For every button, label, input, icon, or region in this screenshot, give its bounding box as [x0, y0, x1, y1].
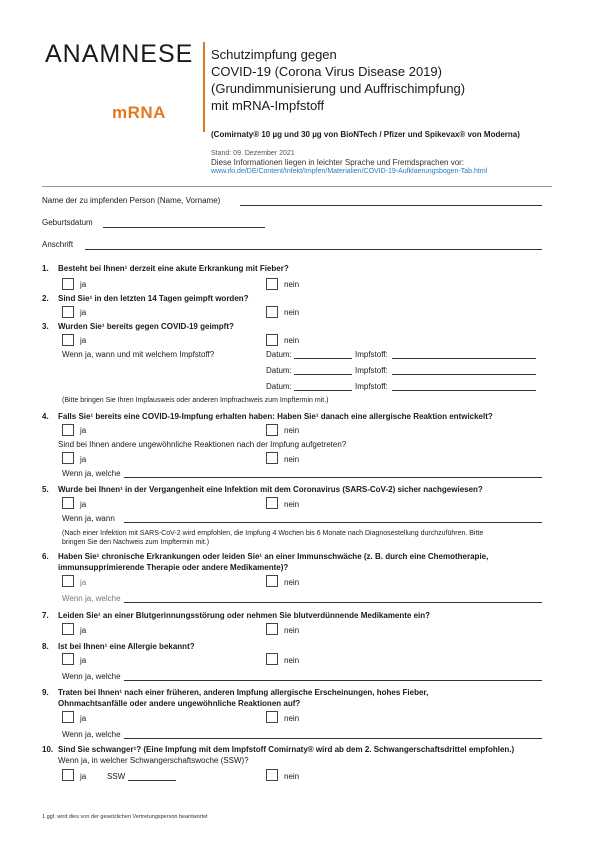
q7-no-checkbox[interactable] — [266, 623, 278, 635]
q2-text: Sind Sie¹ in den letzten 14 Tagen geimpft worden? — [58, 294, 249, 303]
q8-number: 8. — [42, 642, 49, 651]
q3-date-field-3[interactable] — [294, 390, 352, 391]
q4-yes-label: ja — [80, 426, 87, 435]
q5-no-checkbox[interactable] — [266, 497, 278, 509]
header-line-4: mit mRNA-Impfstoff — [211, 98, 325, 113]
q8-which-label: Wenn ja, welche — [62, 672, 121, 681]
q10-sub-text: Wenn ja, in welcher Schwangerschaftswoche (SSW)? — [58, 756, 249, 765]
q5-note-line-2: bringen Sie den Nachweis zum Impftermin mit.) — [62, 539, 210, 546]
header-info: Diese Informationen liegen in leichter Sprache und Fremdsprachen vor: — [211, 158, 465, 167]
birthdate-label: Geburtsdatum — [42, 218, 93, 227]
q3-date-label-2: Datum: — [266, 366, 292, 375]
q10-yes-checkbox[interactable] — [62, 769, 74, 781]
q7-yes-checkbox[interactable] — [62, 623, 74, 635]
q4-which-label: Wenn ja, welche — [62, 469, 121, 478]
q9-which-field[interactable] — [124, 738, 542, 739]
q6-text-line-2: immunsupprimierende Therapie oder andere Medikamente)? — [58, 563, 289, 572]
q8-which-field[interactable] — [124, 680, 542, 681]
q3-vaccine-field-3[interactable] — [392, 390, 536, 391]
q9-no-label: nein — [284, 714, 300, 723]
q3-vaccine-field-2[interactable] — [392, 374, 536, 375]
address-field[interactable] — [85, 249, 542, 250]
q8-yes-checkbox[interactable] — [62, 653, 74, 665]
q6-yes-checkbox[interactable] — [62, 575, 74, 587]
q4-no-label: nein — [284, 426, 300, 435]
q8-text: Ist bei Ihnen¹ eine Allergie bekannt? — [58, 642, 195, 651]
q6-no-checkbox[interactable] — [266, 575, 278, 587]
q4-sub-text: Sind bei Ihnen andere ungewöhnliche Reaktionen nach der Impfung aufgetreten? — [58, 440, 347, 449]
name-label: Name der zu impfenden Person (Name, Vorname) — [42, 196, 221, 205]
form-subtitle: mRNA — [112, 103, 166, 122]
header-vaccines: (Comirnaty® 10 µg und 30 µg von BioNTech / Pfizer und Spikevax® von Moderna) — [211, 130, 520, 139]
form-title: ANAMNESE — [45, 40, 194, 68]
q3-yes-checkbox[interactable] — [62, 334, 74, 346]
q5-yes-label: ja — [80, 500, 87, 509]
q4-no-checkbox[interactable] — [266, 424, 278, 436]
header-divider — [203, 42, 205, 132]
q1-yes-checkbox[interactable] — [62, 278, 74, 290]
q3-vaccine-label-2: Impfstoff: — [355, 366, 388, 375]
header-line-2: COVID-19 (Corona Virus Disease 2019) — [211, 64, 442, 79]
q10-text: Sind Sie schwanger¹? (Eine Impfung mit dem Impfstoff Comirnaty® wird ab dem 2. Schwangerschaftsdrittel empfohlen.) — [58, 745, 515, 754]
q6-yes-label: ja — [80, 578, 87, 587]
q4-sub-no-checkbox[interactable] — [266, 452, 278, 464]
q5-when-field[interactable] — [124, 522, 542, 523]
q4-sub-yes-label: ja — [80, 455, 87, 464]
q10-ssw-field[interactable] — [128, 780, 176, 781]
q3-no-checkbox[interactable] — [266, 334, 278, 346]
q6-text-line-1: Haben Sie¹ chronische Erkrankungen oder leiden Sie¹ an einer Immunschwäche (z. B. durch eine Chemotherapie, — [58, 552, 489, 561]
q9-yes-checkbox[interactable] — [62, 711, 74, 723]
q3-date-label-3: Datum: — [266, 382, 292, 391]
q4-number: 4. — [42, 412, 49, 421]
q3-when-label: Wenn ja, wann und mit welchem Impfstoff? — [62, 350, 215, 359]
q1-text: Besteht bei Ihnen¹ derzeit eine akute Erkrankung mit Fieber? — [58, 264, 289, 273]
q9-which-label: Wenn ja, welche — [62, 730, 121, 739]
q8-yes-label: ja — [80, 656, 87, 665]
header-line-3: (Grundimmunisierung und Auffrischimpfung) — [211, 81, 466, 96]
q3-note: (Bitte bringen Sie Ihren Impfausweis oder anderen Impfnachweis zum Impftermin mit.) — [62, 397, 329, 404]
q5-note-line-1: (Nach einer Infektion mit SARS-CoV-2 wird empfohlen, die Impfung 4 Wochen bis 6 Monate nach Diagnosestellung durchzuführen. Bitte — [62, 530, 484, 537]
q4-yes-checkbox[interactable] — [62, 424, 74, 436]
header-separator — [42, 186, 552, 187]
q3-date-field-2[interactable] — [294, 374, 352, 375]
q4-text: Falls Sie¹ bereits eine COVID-19-Impfung erhalten haben: Haben Sie¹ danach eine allergische Reaktion entwickelt? — [58, 412, 493, 421]
footnote: 1 ggf. wird dies von der gesetzlichen Vertretungsperson beantwortet — [42, 814, 208, 820]
q2-no-label: nein — [284, 308, 300, 317]
q9-no-checkbox[interactable] — [266, 711, 278, 723]
q6-no-label: nein — [284, 578, 300, 587]
q10-no-checkbox[interactable] — [266, 769, 278, 781]
q3-vaccine-label-3: Impfstoff: — [355, 382, 388, 391]
q5-no-label: nein — [284, 500, 300, 509]
name-field[interactable] — [240, 205, 542, 206]
birthdate-field[interactable] — [103, 227, 265, 228]
q10-number: 10. — [42, 745, 54, 754]
address-label: Anschrift — [42, 240, 74, 249]
q10-no-label: nein — [284, 772, 300, 781]
header-url-link[interactable]: www.rki.de/DE/Content/Infekt/Impfen/Materialien/COVID-19-Aufklaerungsbogen-Tab.html — [211, 168, 488, 175]
q9-text-line-2: Ohnmachtsanfälle oder andere ungewöhnliche Reaktionen auf? — [58, 699, 301, 708]
q7-yes-label: ja — [80, 626, 87, 635]
q8-no-label: nein — [284, 656, 300, 665]
q3-number: 3. — [42, 322, 49, 331]
q2-number: 2. — [42, 294, 49, 303]
q4-sub-no-label: nein — [284, 455, 300, 464]
q3-date-label-1: Datum: — [266, 350, 292, 359]
q6-which-field[interactable] — [124, 602, 542, 603]
q5-yes-checkbox[interactable] — [62, 497, 74, 509]
q7-text: Leiden Sie¹ an einer Blutgerinnungsstörung oder nehmen Sie blutverdünnende Medikamente ein? — [58, 611, 431, 620]
q1-yes-label: ja — [80, 280, 87, 289]
header-stand: Stand: 09. Dezember 2021 — [211, 150, 295, 157]
q4-sub-yes-checkbox[interactable] — [62, 452, 74, 464]
header-line-1: Schutzimpfung gegen — [211, 47, 337, 62]
q2-yes-checkbox[interactable] — [62, 306, 74, 318]
q3-yes-label: ja — [80, 336, 87, 345]
q1-number: 1. — [42, 264, 49, 273]
q3-no-label: nein — [284, 336, 300, 345]
q5-text: Wurde bei Ihnen¹ in der Vergangenheit eine Infektion mit dem Coronavirus (SARS-CoV-2) sicher nachgewiesen? — [58, 485, 483, 494]
q9-yes-label: ja — [80, 714, 87, 723]
q2-no-checkbox[interactable] — [266, 306, 278, 318]
q9-text-line-1: Traten bei Ihnen¹ nach einer früheren, anderen Impfung allergische Erscheinungen, hohes Fieber, — [58, 688, 429, 697]
q1-no-label: nein — [284, 280, 300, 289]
q3-date-field-1[interactable] — [294, 358, 352, 359]
q3-vaccine-field-1[interactable] — [392, 358, 536, 359]
q10-yes-label: ja — [80, 772, 87, 781]
q7-no-label: nein — [284, 626, 300, 635]
q4-which-field[interactable] — [124, 477, 542, 478]
q7-number: 7. — [42, 611, 49, 620]
q3-vaccine-label-1: Impfstoff: — [355, 350, 388, 359]
q6-which-label: Wenn ja, welche — [62, 594, 121, 603]
q9-number: 9. — [42, 688, 49, 697]
q10-ssw-label: SSW — [107, 772, 126, 781]
q5-number: 5. — [42, 485, 49, 494]
q1-no-checkbox[interactable] — [266, 278, 278, 290]
q6-number: 6. — [42, 552, 49, 561]
q5-when-label: Wenn ja, wann — [62, 514, 115, 523]
q8-no-checkbox[interactable] — [266, 653, 278, 665]
q3-text: Wurden Sie¹ bereits gegen COVID-19 geimpft? — [58, 322, 234, 331]
q2-yes-label: ja — [80, 308, 87, 317]
